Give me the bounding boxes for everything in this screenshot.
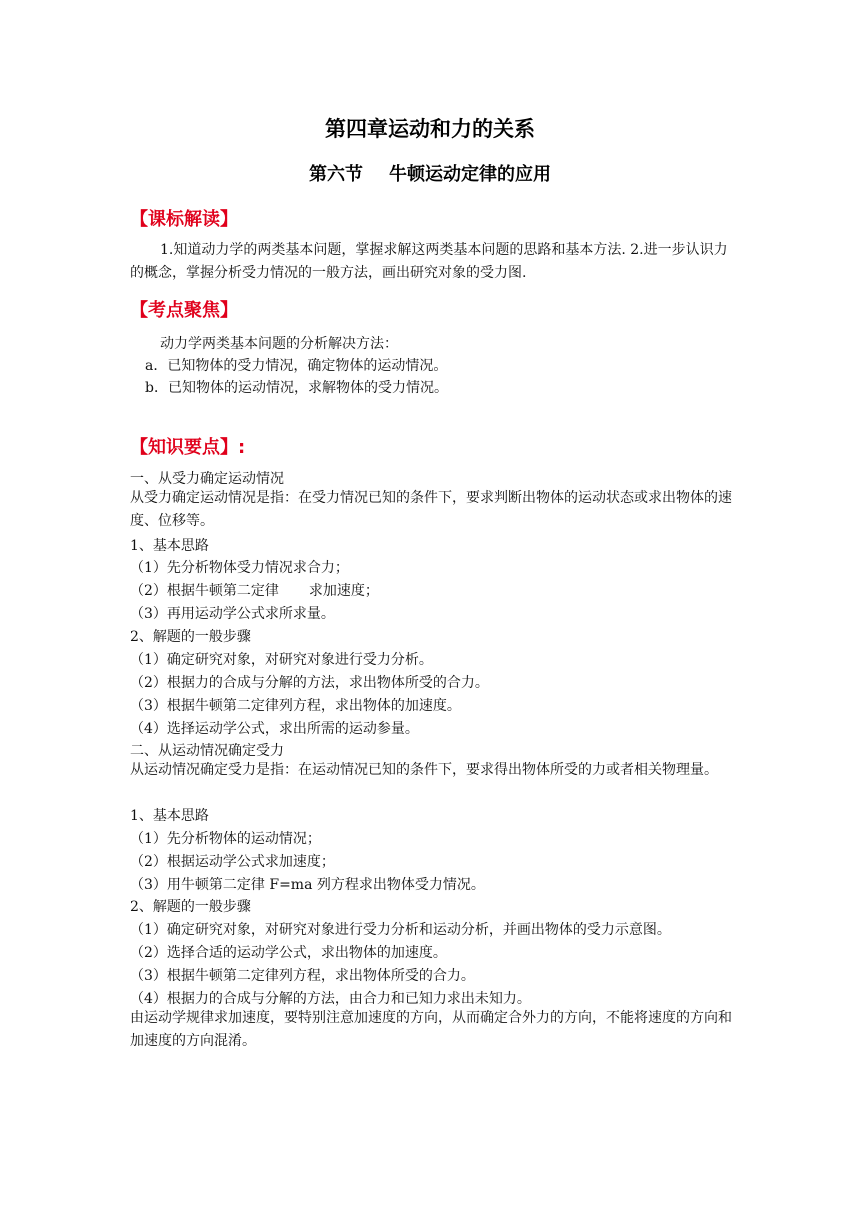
part1-definition: 从受力确定运动情况是指：在受力情况已知的条件下，要求判断出物体的运动状态或求出物体的速度、位移等。	[130, 490, 732, 529]
part1-step-4: （4）选择运动学公式，求出所需的运动参量。	[130, 721, 419, 737]
section-name: 牛顿运动定律的应用	[389, 164, 551, 185]
part2-idea-2: （2）根据运动学公式求加速度；	[130, 854, 335, 870]
part1-idea-3: （3）再用运动学公式求所求量。	[130, 606, 335, 622]
part1-idea-2-tail: 求加速度；	[308, 583, 379, 599]
kaodian-item-b: b．已知物体的运动情况，求解物体的受力情况。	[145, 380, 448, 396]
kaodian-item-a: a．已知物体的受力情况，确定物体的运动情况。	[145, 358, 448, 374]
section-number: 第六节	[309, 164, 363, 185]
kaodian-heading: 【考点聚焦】	[130, 300, 238, 321]
part2-definition: 从运动情况确定受力是指：在运动情况已知的条件下，要求得出物体所受的力或者相关物理量。	[130, 762, 718, 778]
part2-basic-idea-title: 1、基本思路	[130, 808, 209, 824]
part2-idea-3: （3）用牛顿第二定律 F=ma 列方程求出物体受力情况。	[130, 877, 485, 893]
kebiao-heading: 【课标解读】	[130, 209, 238, 230]
part1-title: 一、从受力确定运动情况	[130, 471, 284, 487]
part1-step-1: （1）确定研究对象，对研究对象进行受力分析。	[130, 652, 433, 668]
part2-note: 由运动学规律求加速度，要特别注意加速度的方向，从而确定合外力的方向，不能将速度的方向和加速度的方向混淆。	[130, 1010, 732, 1049]
part1-steps-title: 2、解题的一般步骤	[130, 629, 251, 645]
part2-step-3: （3）根据牛顿第二定律列方程，求出物体所受的合力。	[130, 968, 475, 984]
part1-step-2: （2）根据力的合成与分解的方法，求出物体所受的合力。	[130, 675, 489, 691]
part2-step-4: （4）根据力的合成与分解的方法，由合力和已知力求出未知力。	[130, 991, 531, 1007]
part1-basic-idea-title: 1、基本思路	[130, 538, 209, 554]
chapter-title: 第四章运动和力的关系	[325, 117, 535, 141]
part2-title: 二、从运动情况确定受力	[130, 743, 284, 759]
part2-steps-title: 2、解题的一般步骤	[130, 899, 251, 915]
part2-idea-1: （1）先分析物体的运动情况；	[130, 831, 321, 847]
part2-step-1: （1）确定研究对象，对研究对象进行受力分析和运动分析，并画出物体的受力示意图。	[130, 922, 671, 938]
zhishi-heading: 【知识要点】:	[130, 437, 246, 458]
section-title	[0, 160, 860, 186]
kebiao-text: 1.知道动力学的两类基本问题，掌握求解这两类基本问题的思路和基本方法. 2.进一步认识力的概念，掌握分析受力情况的一般方法，画出研究对象的受力图.	[130, 242, 728, 281]
part1-idea-2	[130, 580, 379, 600]
part1-step-3: （3）根据牛顿第二定律列方程，求出物体的加速度。	[130, 698, 461, 714]
part2-step-2: （2）选择合适的运动学公式，求出物体的加速度。	[130, 945, 447, 961]
kaodian-intro: 动力学两类基本问题的分析解决方法：	[160, 336, 398, 352]
part1-idea-1: （1）先分析物体受力情况求合力；	[130, 560, 349, 576]
part1-idea-2-text: （2）根据牛顿第二定律	[130, 583, 279, 599]
